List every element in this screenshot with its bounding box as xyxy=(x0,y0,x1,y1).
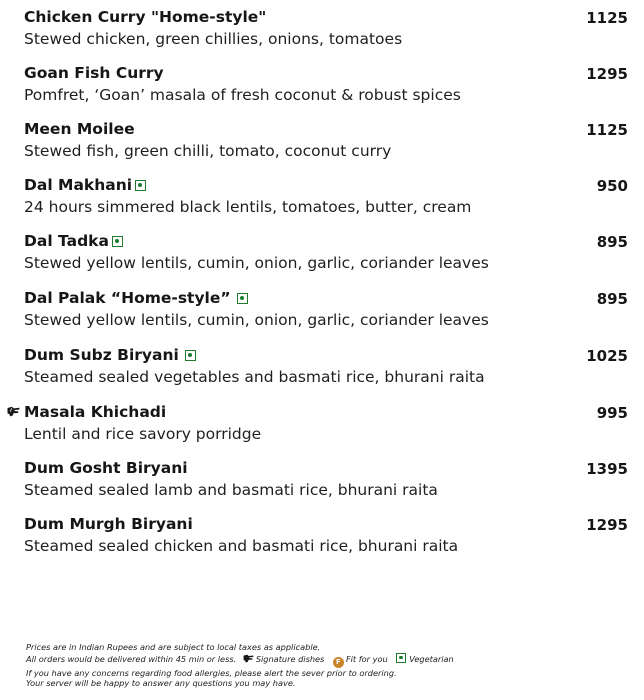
footer-prices-note: Prices are in Indian Rupees and are subject to local taxes as applicable. xyxy=(26,642,321,652)
item-price: 895 xyxy=(596,233,628,251)
item-name-row xyxy=(24,288,248,308)
item-price: 1025 xyxy=(586,347,628,365)
item-name: Meen Moilee xyxy=(24,120,135,138)
item-description: Pomfret, ‘Goan’ masala of fresh coconut & robust spices xyxy=(24,86,461,104)
menu-item-chicken-curry xyxy=(24,7,628,57)
item-price: 995 xyxy=(596,404,628,422)
menu-item-dal-makhani xyxy=(24,175,628,225)
item-price: 1295 xyxy=(586,516,628,534)
item-price: 895 xyxy=(596,290,628,308)
menu-item-dum-subz-biryani xyxy=(24,345,628,395)
item-description: Stewed yellow lentils, cumin, onion, garlic, coriander leaves xyxy=(24,311,489,329)
footer-server-note: Your server will be happy to answer any questions you may have. xyxy=(26,678,296,689)
vegetarian-icon xyxy=(185,350,196,361)
menu-item-dal-palak xyxy=(24,288,628,338)
item-price: 1125 xyxy=(586,9,628,27)
item-price: 1125 xyxy=(586,121,628,139)
footer-notes xyxy=(26,642,626,689)
item-price: 1395 xyxy=(586,460,628,478)
item-name: Dal Palak “Home-style” xyxy=(24,289,231,307)
vegetarian-icon xyxy=(135,180,146,191)
item-description: Stewed fish, green chilli, tomato, coconut curry xyxy=(24,142,392,160)
menu-item-dal-tadka xyxy=(24,231,628,281)
item-name: Chicken Curry "Home-style" xyxy=(24,8,267,26)
footer-legend-line xyxy=(26,653,626,668)
item-name: Goan Fish Curry xyxy=(24,64,164,82)
vegetarian-icon xyxy=(112,236,123,247)
signature-hand-icon xyxy=(7,406,20,417)
item-name: Dum Gosht Biryani xyxy=(24,459,188,477)
footer-delivery-note: All orders would be delivered within 45 min or less. xyxy=(26,653,237,664)
item-price: 1295 xyxy=(586,65,628,83)
menu-item-dum-murgh-biryani xyxy=(24,514,628,564)
menu-item-dum-gosht-biryani xyxy=(24,458,628,508)
item-description: Steamed sealed chicken and basmati rice, bhurani raita xyxy=(24,537,459,555)
item-name-row xyxy=(24,231,123,251)
footer-allergy-note: If you have any concerns regarding food allergies, please alert the sever prior to ordering. xyxy=(26,667,397,678)
item-description: Stewed yellow lentils, cumin, onion, garlic, coriander leaves xyxy=(24,254,489,272)
signature-hand-icon xyxy=(243,654,254,663)
item-name-row xyxy=(24,175,146,195)
legend-veg-label: Vegetarian xyxy=(409,653,454,664)
item-description: Steamed sealed vegetables and basmati rice, bhurani raita xyxy=(24,368,485,386)
item-name: Masala Khichadi xyxy=(24,403,167,421)
legend-signature-label: Signature dishes xyxy=(255,653,325,664)
menu-item-meen-moilee xyxy=(24,119,628,169)
vegetarian-icon xyxy=(237,293,248,304)
item-description: Steamed sealed lamb and basmati rice, bhurani raita xyxy=(24,481,438,499)
menu-item-goan-fish-curry xyxy=(24,63,628,113)
menu-item-masala-khichadi xyxy=(24,402,628,452)
item-name: Dum Murgh Biryani xyxy=(24,515,193,533)
item-name-row xyxy=(24,345,196,365)
legend-fit-label: Fit for you xyxy=(345,653,388,664)
item-price: 950 xyxy=(596,177,628,195)
item-description: Stewed chicken, green chillies, onions, tomatoes xyxy=(24,30,403,48)
item-name: Dum Subz Biryani xyxy=(24,346,179,364)
item-name: Dal Makhani xyxy=(24,176,133,194)
fit-for-you-icon: F xyxy=(333,657,344,668)
item-name: Dal Tadka xyxy=(24,232,109,250)
item-description: Lentil and rice savory porridge xyxy=(24,425,262,443)
item-description: 24 hours simmered black lentils, tomatoes, butter, cream xyxy=(24,198,472,216)
vegetarian-icon xyxy=(396,653,406,663)
